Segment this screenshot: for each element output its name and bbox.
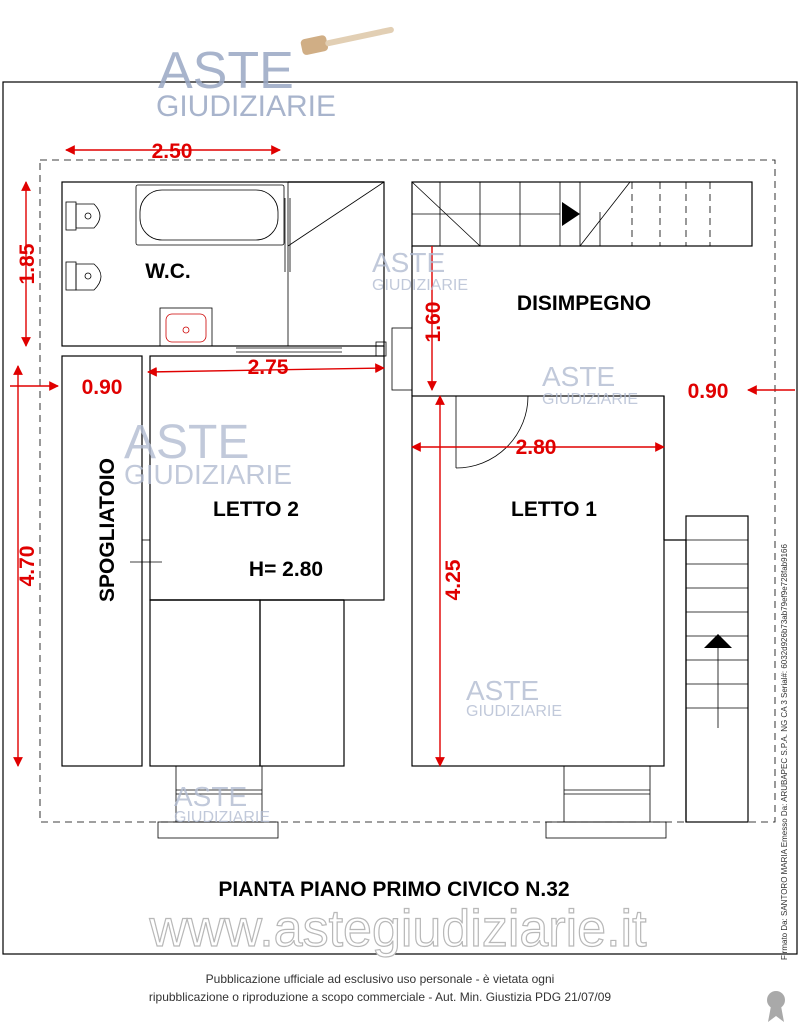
drawing-frame — [3, 82, 797, 954]
room-label-letto2: LETTO 2 — [213, 498, 299, 521]
watermark-brand-top: ASTE — [158, 42, 294, 100]
watermark-brand-bottom-3: GIUDIZIARIE — [542, 391, 639, 408]
watermark-brand-top-2: ASTE — [372, 247, 446, 278]
dim-wc-height: 1.85 — [16, 243, 39, 285]
room-label-disimpegno: DISIMPEGNO — [516, 292, 652, 315]
watermark-brand-bottom-6: GIUDIZIARIE — [174, 809, 271, 826]
toilet — [66, 202, 100, 230]
bathtub — [136, 185, 284, 245]
room-label-letto1: LETTO 1 — [511, 498, 597, 521]
watermark-brand-top-3: ASTE — [542, 361, 616, 392]
dim-top-width: 2.50 — [151, 140, 193, 163]
dim-left-090: 0.90 — [81, 376, 123, 399]
watermark-small — [124, 247, 638, 826]
seal-icon — [767, 991, 785, 1022]
watermark-brand-bottom: GIUDIZIARIE — [156, 90, 337, 123]
dim-right-090: 0.90 — [687, 380, 729, 403]
watermark-site: www.astegiudiziarie.it — [149, 900, 647, 958]
watermark-brand-bottom-2: GIUDIZIARIE — [372, 277, 469, 294]
footer-line-2: ripubblicazione o riproduzione a scopo commerciale - Aut. Min. Giustizia PDG 21/07/09 — [148, 990, 612, 1004]
room-label-spogliatoio: SPOGLIATOIO — [96, 458, 119, 602]
dim-left-total: 4.70 — [16, 545, 39, 587]
room-label-wc: W.C. — [145, 260, 191, 283]
watermark-brand-bottom-4: GIUDIZIARIE — [124, 459, 293, 490]
stairs-top — [412, 182, 752, 246]
dim-letto1-height: 4.25 — [442, 559, 465, 601]
dim-disimpegno-height: 1.60 — [422, 301, 445, 343]
dim-letto2-width: 2.75 — [247, 356, 289, 379]
digital-signature: Firmato Da: SANTORO MARIA Emesso Da: ARUBAPEC S.P.A. NG CA 3 Serial#: 6032d926b73ab79ef9e728fab9166 — [780, 544, 789, 960]
wc-room — [62, 182, 384, 352]
room-height-label: H= 2.80 — [248, 558, 324, 581]
bidet — [66, 262, 101, 290]
watermark-logo — [156, 20, 395, 123]
gavel-icon — [300, 20, 395, 55]
watermark-brand-bottom-5: GIUDIZIARIE — [466, 703, 563, 720]
sink — [160, 308, 212, 346]
plan-title: PIANTA PIANO PRIMO CIVICO N.32 — [218, 878, 570, 901]
watermark-brand-top-4: ASTE — [124, 416, 250, 469]
stairs-right — [686, 516, 748, 822]
watermark-brand-top-5: ASTE — [466, 675, 540, 706]
dim-letto1-width: 2.80 — [515, 436, 557, 459]
footer-line-1: Pubblicazione ufficiale ad esclusivo uso personale - è vietata ogni — [205, 972, 555, 986]
interior-walls — [62, 246, 686, 822]
watermark-brand-top-6: ASTE — [174, 781, 248, 812]
